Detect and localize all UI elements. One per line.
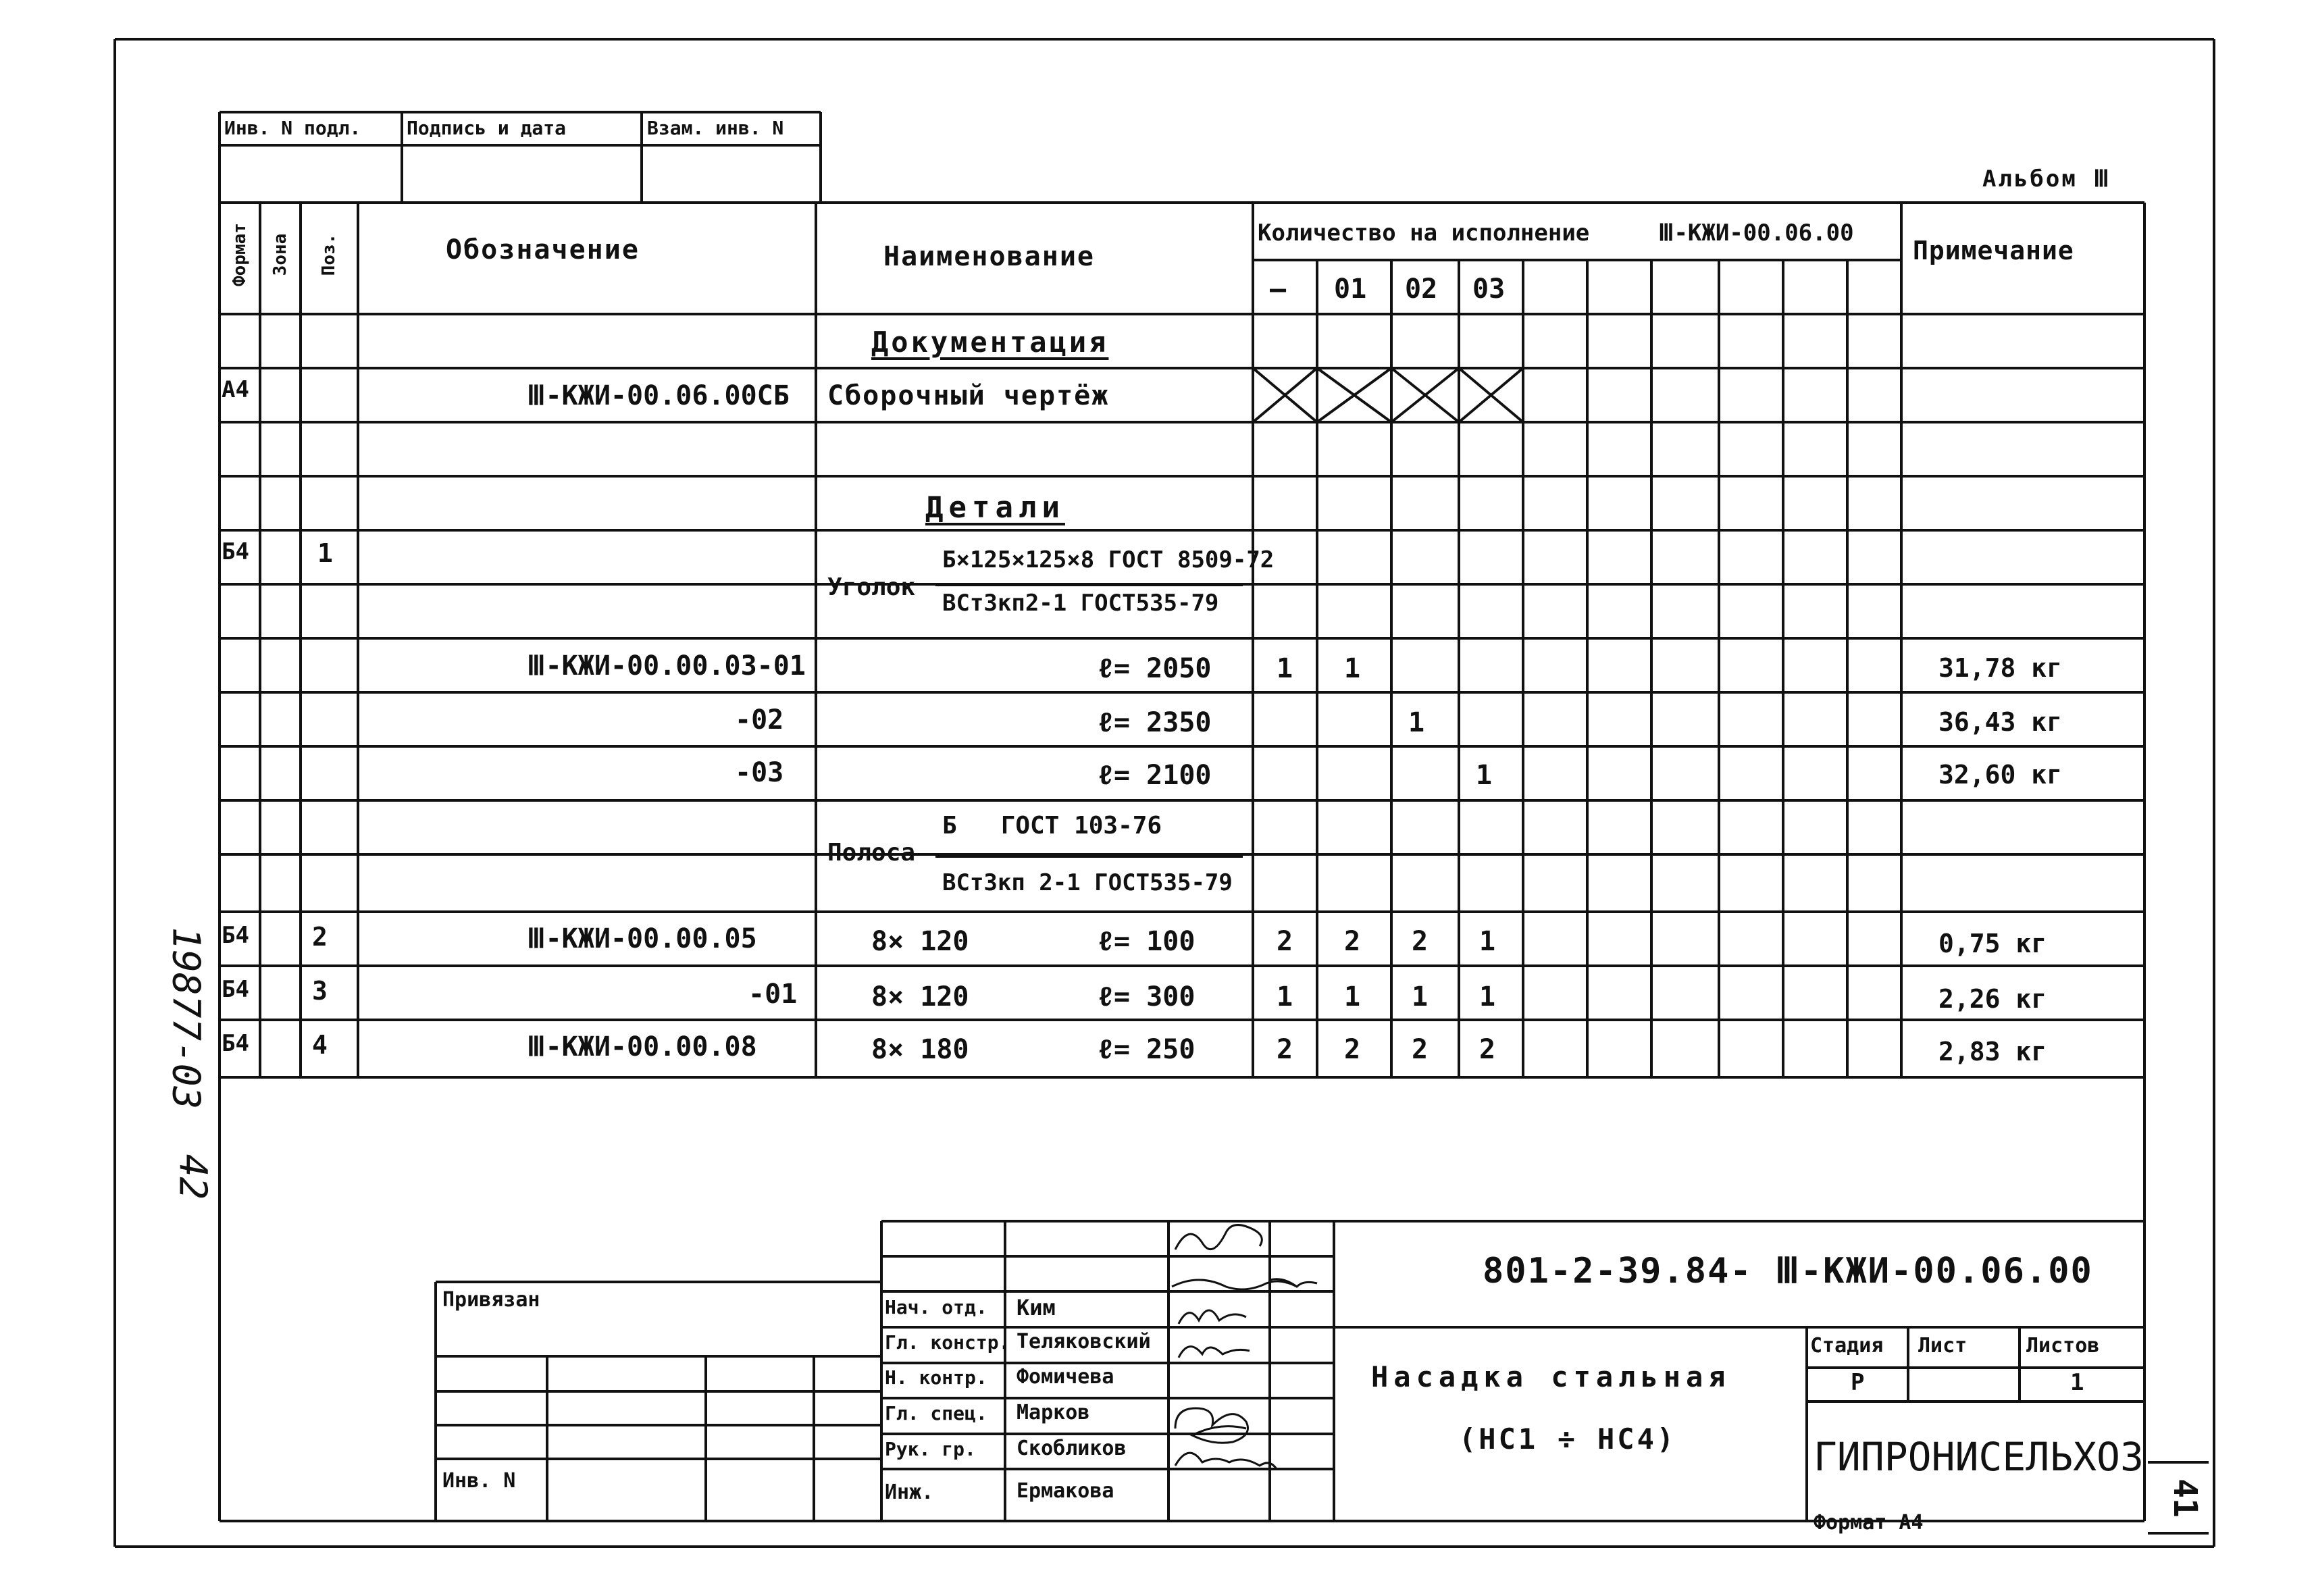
stamp-vzam-inv: Взам. инв. N <box>647 117 784 139</box>
role-4: Рук. гр. <box>885 1438 976 1460</box>
ugolok-word: Уголок <box>827 573 916 601</box>
p2-size: 8× 120 <box>871 981 969 1012</box>
stamp-podpis-data: Подпись и дата <box>407 117 567 139</box>
p2-q3: 1 <box>1479 981 1496 1012</box>
ugolok-format: Б4 <box>222 538 249 565</box>
margin-number: 19877-03 <box>163 927 208 1110</box>
p3-poz: 4 <box>312 1030 328 1060</box>
p3-length: ℓ= 250 <box>1098 1034 1195 1065</box>
u1-q0: 1 <box>1277 653 1293 684</box>
u2-q2: 1 <box>1408 707 1425 738</box>
edge-page-number: 41 <box>2166 1478 2204 1518</box>
list-label: Лист <box>1918 1334 1968 1358</box>
role-3: Гл. спец. <box>885 1402 987 1424</box>
polosa-bottom: ВСт3кп 2-1 ГОСТ535-79 <box>942 869 1233 896</box>
privyazan-label: Привязан <box>442 1288 540 1312</box>
u1-q1: 1 <box>1344 653 1361 684</box>
header-variant-1: 01 <box>1334 274 1367 305</box>
stamp-inv-podl: Инв. N подл. <box>224 117 361 139</box>
doc-naimenovanie: Сборочный чертёж <box>827 380 1110 411</box>
p2-length: ℓ= 300 <box>1098 981 1195 1012</box>
u3-q3: 1 <box>1476 760 1493 791</box>
header-kolichestvo-code: Ⅲ-КЖИ-00.06.00 <box>1658 220 1854 247</box>
listov-label: Листов <box>2026 1334 2100 1358</box>
signature-kim <box>1175 1225 1262 1250</box>
p3-oboznachenie: Ⅲ-КЖИ-00.00.08 <box>527 1031 757 1062</box>
u3-length: ℓ= 2100 <box>1098 760 1212 791</box>
polosa-top: Б ГОСТ 103-76 <box>942 812 1162 840</box>
name-5: Ермакова <box>1017 1479 1114 1503</box>
organization-name: ГИПРОНИСЕЛЬХОЗ <box>1814 1434 2144 1480</box>
p2-q0: 1 <box>1277 981 1293 1012</box>
p3-size: 8× 180 <box>871 1034 969 1065</box>
p3-q3: 2 <box>1479 1034 1496 1065</box>
u2-length: ℓ= 2350 <box>1098 707 1212 738</box>
name-4: Скобликов <box>1017 1437 1127 1460</box>
p1-note: 0,75 кг <box>1938 929 2047 958</box>
p2-q2: 1 <box>1412 981 1429 1012</box>
ugolok-top: Б×125×125×8 ГОСТ 8509-72 <box>942 546 1275 573</box>
u2-oboznachenie: -02 <box>735 704 784 736</box>
section-documentation: Документация <box>871 326 1109 359</box>
name-3: Марков <box>1017 1401 1090 1424</box>
header-variant-3: 03 <box>1472 274 1506 305</box>
p2-q1: 1 <box>1344 981 1361 1012</box>
ugolok-poz: 1 <box>317 538 333 568</box>
header-kolichestvo: Количество на исполнение <box>1258 220 1590 247</box>
header-format: Формат <box>230 223 250 286</box>
p2-format: Б4 <box>222 976 249 1003</box>
document-code: 801-2-39.84- Ⅲ-КЖИ-00.06.00 <box>1483 1251 2093 1291</box>
u1-length: ℓ= 2050 <box>1098 653 1212 684</box>
p2-note: 2,26 кг <box>1938 984 2047 1014</box>
signature-ermakova <box>1175 1453 1277 1469</box>
header-naimenovanie: Наименование <box>883 241 1095 272</box>
header-primechanie: Примечание <box>1913 236 2074 265</box>
margin-page: 42 <box>170 1154 215 1200</box>
p3-q2: 2 <box>1412 1034 1429 1065</box>
header-oboznachenie: Обозначение <box>446 234 640 265</box>
section-details: Детали <box>925 490 1065 525</box>
u1-note: 31,78 кг <box>1938 653 2063 683</box>
signatures <box>1172 1225 1317 1469</box>
p2-poz: 3 <box>312 976 328 1006</box>
name-0: Ким <box>1017 1295 1056 1320</box>
u2-note: 36,43 кг <box>1938 707 2063 737</box>
signature-fomicheva <box>1179 1310 1246 1324</box>
p1-poz: 2 <box>312 922 328 952</box>
p1-oboznachenie: Ⅲ-КЖИ-00.00.05 <box>527 923 757 954</box>
doc-format: А4 <box>222 376 249 403</box>
p1-q1: 2 <box>1344 926 1361 957</box>
name-2: Фомичева <box>1017 1365 1114 1389</box>
album-label: Альбом Ⅲ <box>1982 165 2111 192</box>
p3-note: 2,83 кг <box>1938 1037 2047 1066</box>
p1-q0: 2 <box>1277 926 1293 957</box>
u3-note: 32,60 кг <box>1938 760 2063 790</box>
p1-q2: 2 <box>1412 926 1429 957</box>
stadiya-value: Р <box>1851 1369 1865 1396</box>
p1-q3: 1 <box>1479 926 1496 957</box>
header-poz: Поз. <box>319 233 339 276</box>
role-1: Гл. констр. <box>885 1331 1010 1354</box>
inv-n-label: Инв. N <box>442 1469 516 1493</box>
frame-lines <box>115 39 2214 1547</box>
p3-format: Б4 <box>222 1030 249 1057</box>
signature-markov <box>1179 1347 1250 1358</box>
header-zona: Зона <box>270 233 290 276</box>
ugolok-bottom: ВСт3кп2-1 ГОСТ535-79 <box>942 590 1219 617</box>
u1-oboznachenie: Ⅲ-КЖИ-00.00.03-01 <box>527 650 806 681</box>
p3-q1: 2 <box>1344 1034 1361 1065</box>
polosa-word: Полоса <box>827 839 916 867</box>
p1-length: ℓ= 100 <box>1098 926 1195 957</box>
name-1: Теляковский <box>1017 1330 1151 1354</box>
u3-oboznachenie: -03 <box>735 757 784 788</box>
role-2: Н. контр. <box>885 1366 987 1389</box>
signature-skoblikov <box>1175 1408 1248 1443</box>
p1-format: Б4 <box>222 922 249 949</box>
header-variant-2: 02 <box>1405 274 1438 305</box>
p1-size: 8× 120 <box>871 926 969 957</box>
role-5: Инж. <box>885 1481 934 1504</box>
p2-oboznachenie: -01 <box>748 979 798 1010</box>
signature-telyakovsky <box>1172 1279 1317 1289</box>
product-title: Насадка стальная <box>1371 1360 1731 1393</box>
format-label: Формат А4 <box>1814 1511 1924 1535</box>
listov-value: 1 <box>2070 1369 2084 1396</box>
product-subtitle: (НС1 ÷ НС4) <box>1459 1422 1677 1456</box>
p3-q0: 2 <box>1277 1034 1293 1065</box>
doc-oboznachenie: Ⅲ-КЖИ-00.06.00СБ <box>527 380 790 411</box>
header-variant-0: — <box>1270 274 1287 305</box>
role-0: Нач. отд. <box>885 1296 987 1318</box>
stadiya-label: Стадия <box>1810 1334 1884 1358</box>
